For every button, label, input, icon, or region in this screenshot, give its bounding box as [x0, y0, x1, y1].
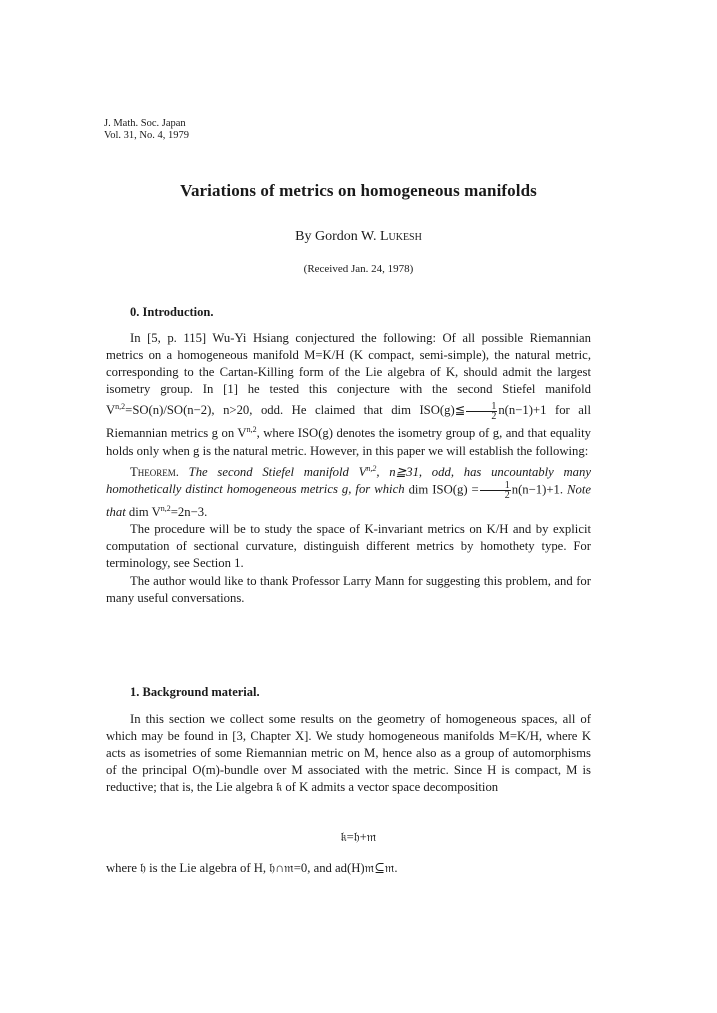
section-heading-introduction: 0. Introduction.: [130, 305, 214, 319]
paragraph-lie-algebra: where 𝔥 is the Lie algebra of H, 𝔥∩𝔪=0, and ad(H)𝔪⊆𝔪.: [106, 861, 398, 875]
journal-citation: [104, 118, 189, 142]
paragraph-conjecture: In [5, p. 115] Wu-Yi Hsiang conjectured the following: Of all possible Riemannian metrics on a homogeneous manifold M=K/H (K compact, semi-simple), the natural metric, corresponding to the Cartan-Killing form of the Lie algebra of K, should admit the largest isometry group. In [1] he tested this conjecture with the second Stiefel manifold V$^{n,2}$=SO(n)/SO(n−2), n>20, odd. He claimed that dim ISO(g)≦ $\frac{1}{2}$ n(n−1)+1 for all Riemannian metrics g on V$^{n,2}$, where ISO(g) denotes the isometry group of g, and that equality holds only when g is the natural metric. However, in this paper we will establish the following:: [106, 331, 591, 458]
author-by: By Gordon W.: [295, 229, 377, 244]
author-surname: Lukesh: [379, 229, 422, 244]
paragraph-acknowledgment: The author would like to thank Professor Larry Mann for suggesting this problem, and for many useful conversations.: [106, 573, 591, 605]
fraction-one-half: $\frac{1}{2}$: [466, 402, 497, 421]
equation-decomposition: 𝔨=𝔥+𝔪: [340, 830, 377, 844]
introduction-body: [106, 330, 591, 607]
paragraph-procedure: The procedure will be to study the space of K-invariant metrics on K/H and by explicit computation of sectional curvature, distinguish different metrics by homothety type. For terminology, see Section 1.: [106, 522, 591, 571]
author-line: [0, 229, 717, 245]
received-date: (Received Jan. 24, 1978): [303, 263, 414, 275]
paragraph-theorem: Theorem. The second Stiefel manifold V$^{n,2}$, n≧31, odd, has uncountably many homothetically distinct homogeneous metrics g, for which dim ISO(g) = $\frac{1}{2}$ n(n−1)+1. Note that dim V$^{n,2}$=2n−3.: [106, 463, 592, 520]
fraction-one-half: $\frac{1}{2}$: [480, 481, 511, 500]
journal-volume: Vol. 31, No. 4, 1979: [104, 130, 189, 141]
journal-name: J. Math. Soc. Japan: [104, 118, 186, 129]
paper-title: Variations of metrics on homogeneous manifolds: [180, 181, 537, 200]
background-body: [106, 711, 591, 796]
paragraph-background: In this section we collect some results on the geometry of homogeneous spaces, all of which may be found in [3, Chapter X]. We study homogeneous manifolds M=K/H, where K acts as isometries of some Riemannian metric on M, hence also as a group of automorphisms of the principal O(m)-bundle over M associated with the metric. Since H is compact, M is reductive; that is, the Lie algebra 𝔨 of K admits a vector space decomposition: [106, 712, 591, 795]
section-heading-background: 1. Background material.: [130, 685, 260, 699]
